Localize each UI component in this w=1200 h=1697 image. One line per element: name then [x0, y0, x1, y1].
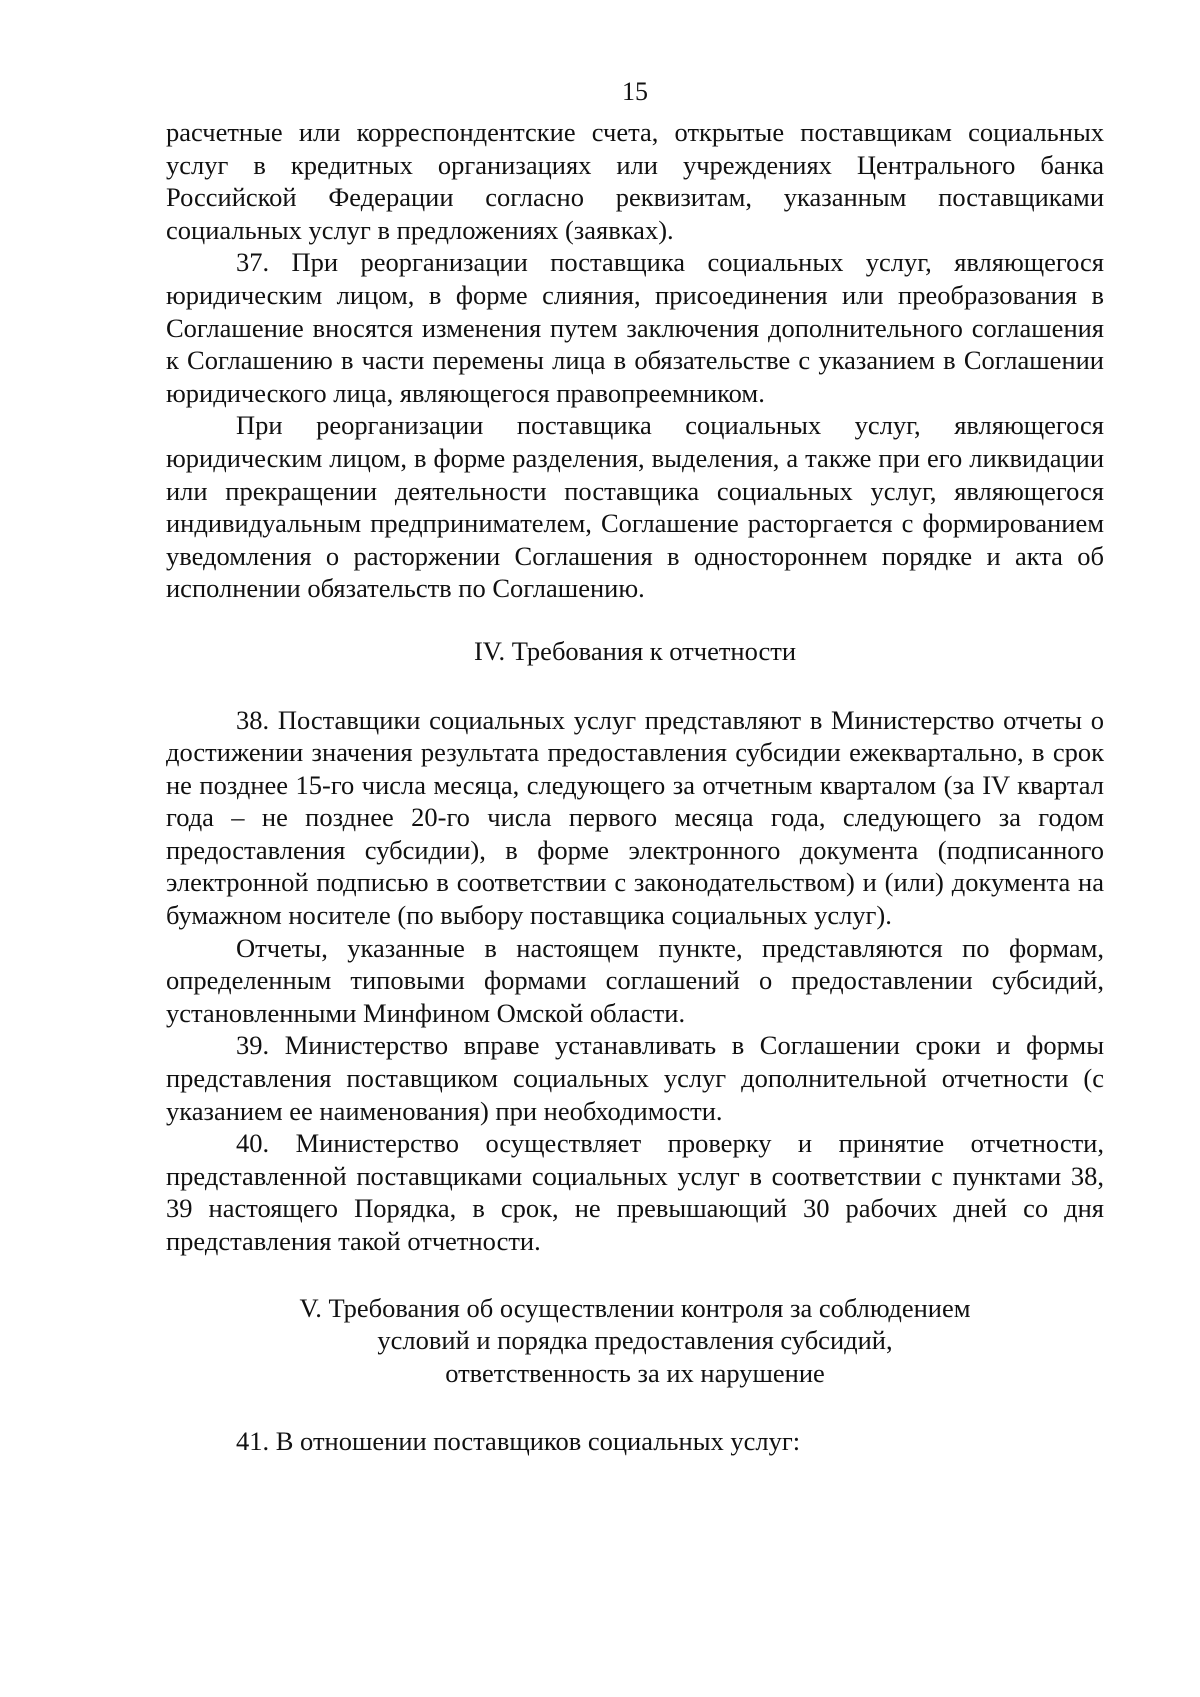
paragraph-item-40: 40. Министерство осуществляет проверку и принятие отчетности, представленной поставщиками социальных услуг в соответствии с пунктами 38, 39 настоящего Порядка, в срок, не превышающий 30 рабочих дней со дня представления такой отчетности. [166, 1128, 1104, 1256]
section-heading-v-line-1: V. Требования об осуществлении контроля за соблюдением [299, 1292, 971, 1323]
paragraph-item-38: 38. Поставщики социальных услуг представляют в Министерство отчеты о достижении значения результата предоставления субсидии ежеквартально, в срок не позднее 15-го числа месяца, следующего за отчетным кварталом (за IV квартал года – не позднее 20-го числа первого месяца года, следующего за годом предоставления субсидии), в форме электронного документа (подписанного электронной подписью в соответствии с законодательством) и (или) документа на бумажном носителе (по выбору поставщика социальных услуг). [166, 704, 1104, 931]
paragraph-item-41: 41. В отношении поставщиков социальных услуг: [236, 1426, 801, 1457]
paragraph-item-39: 39. Министерство вправе устанавливать в Соглашении сроки и формы представления поставщиком социальных услуг дополнительной отчетности (с указанием ее наименования) при необходимости. [166, 1030, 1104, 1126]
section-heading-v-line-3: ответственность за их нарушение [445, 1357, 825, 1388]
page-number: 15 [622, 77, 648, 106]
section-heading-v [166, 1292, 1104, 1390]
paragraph-reports-forms: Отчеты, указанные в настоящем пункте, представляются по формам, определенным типовыми формами соглашений о предоставлении субсидий, установленными Минфином Омской области. [166, 932, 1104, 1028]
paragraph-continuation: расчетные или корреспондентские счета, открытые поставщикам социальных услуг в кредитных организациях или учреждениях Центрального банка Российской Федерации согласно реквизитам, указанным поставщиками социальных услуг в предложениях (заявках). [166, 117, 1104, 245]
paragraph-item-37: 37. При реорганизации поставщика социальных услуг, являющегося юридическим лицом, в форме слияния, присоединения или преобразования в Соглашение вносятся изменения путем заключения дополнительного соглашения к Соглашению в части перемены лица в обязательстве с указанием в Соглашении юридического лица, являющегося правопреемником. [166, 247, 1104, 408]
section-heading-v-line-2: условий и порядка предоставления субсидий, [377, 1325, 893, 1356]
section-heading-iv: IV. Требования к отчетности [473, 635, 797, 666]
paragraph-reorganization: При реорганизации поставщика социальных услуг, являющегося юридическим лицом, в форме разделения, выделения, а также при его ликвидации или прекращении деятельности поставщика социальных услуг, являющегося индивидуальным предпринимателем, Соглашение расторгается с формированием уведомления о расторжении Соглашения в одностороннем порядке и акта об исполнении обязательств по Соглашению. [166, 410, 1104, 604]
